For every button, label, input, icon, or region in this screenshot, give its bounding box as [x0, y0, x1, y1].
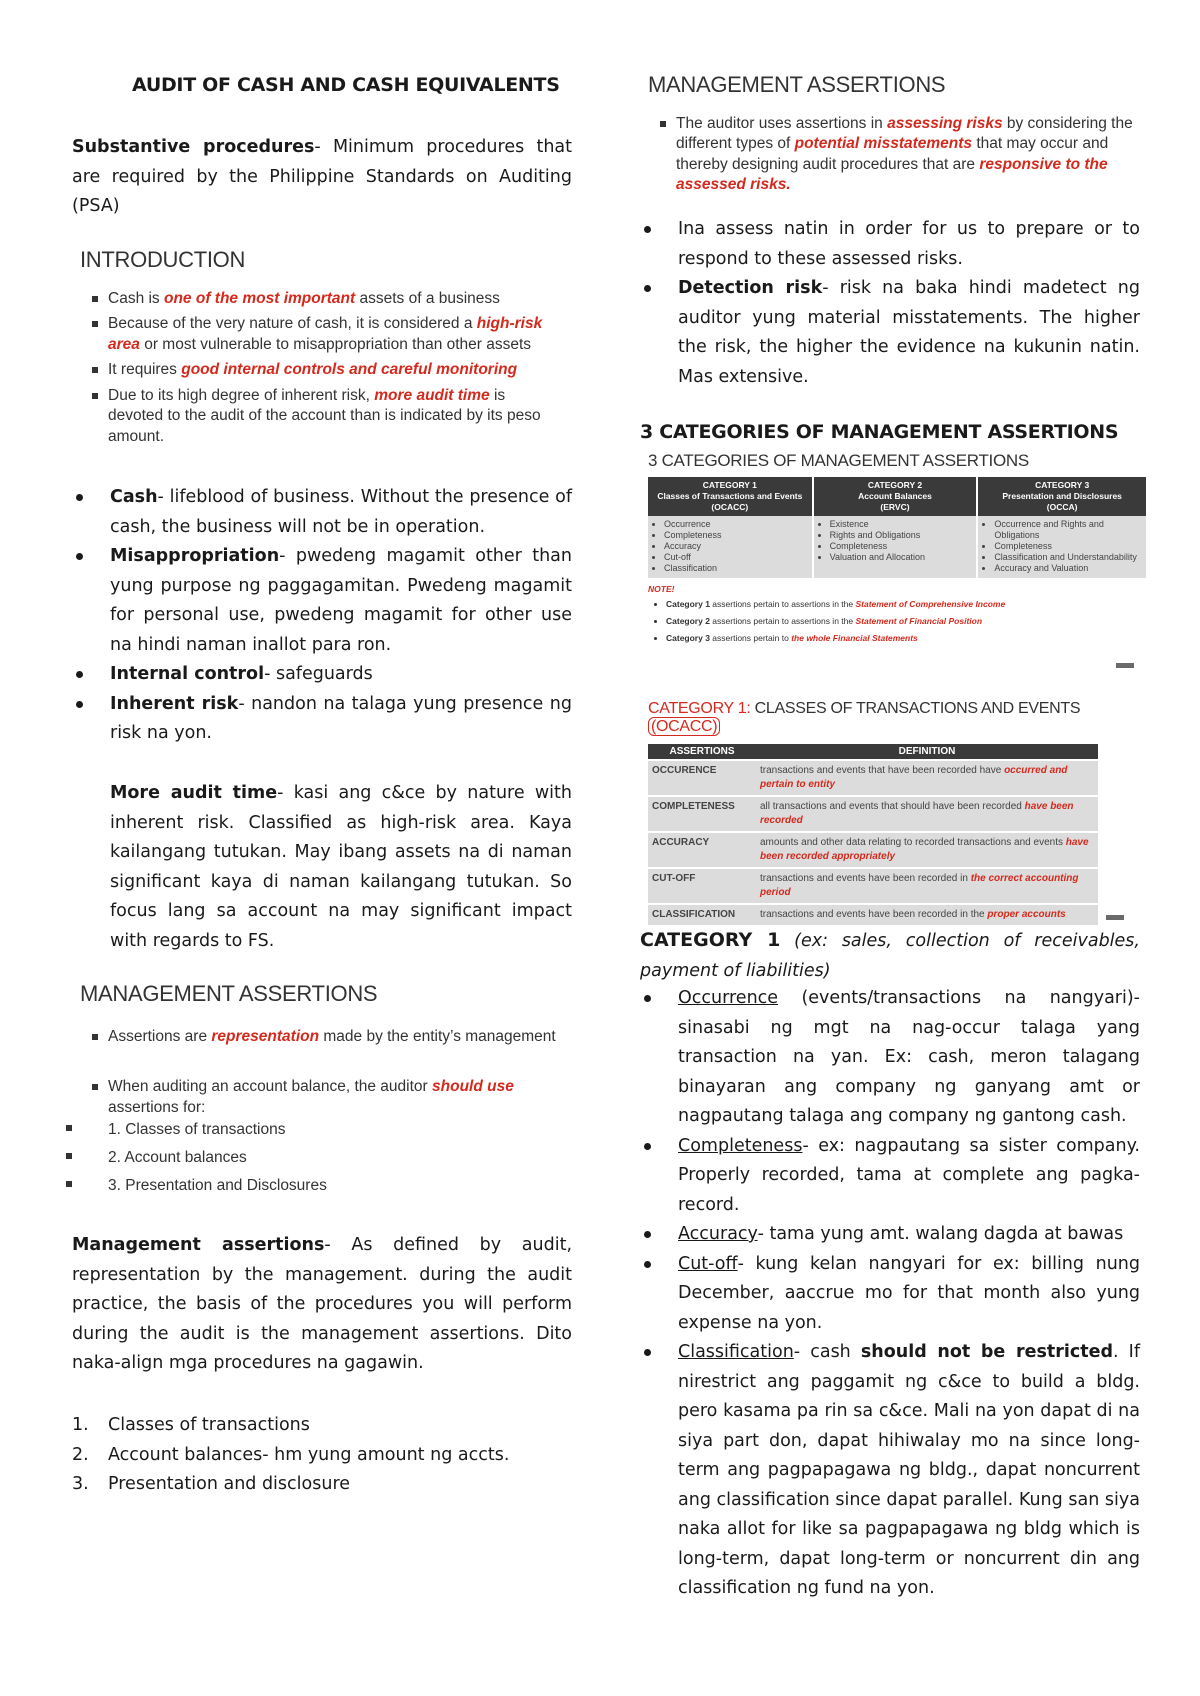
categories-table [648, 477, 1148, 578]
list-item: 2. Account balances- hm yung amount ng accts. [72, 1444, 510, 1465]
list-item: Completeness- ex: nagpautang sa sister company. Properly recorded, tama at complete ang pagka-record. [678, 1132, 1140, 1221]
list-item: 1. Classes of transactions [82, 1118, 560, 1141]
category1-slide [648, 700, 1148, 925]
ma-sublist [80, 1118, 560, 1197]
list-item: Misappropriation- pwedeng magamit other than yung purpose ng paggagamitan. Pwedeng magamit for personal use, pwedeng magamit for other use na hindi naman inallot para ron. [110, 542, 572, 660]
list-item: Classification- cash should not be restricted. If nirestrict ang paggamit ng c&ce to build a bldg. pero kasama pa rin sa c&ce. Mali na yon dapat di na siya part don, dapat hihiwalay mo na since long-term ang pagpapagawa ng bldg., dapat noncurrent ang classification since dapat parallel. Kung san siya naka allot for like sa pagpapagawa ng bldg which is long-term, dapat long-term or noncurrent din ang classification ng fund na yon. [678, 1338, 1140, 1604]
more-audit-time-paragraph: More audit time- kasi ang c&ce by nature with inherent risk. Classified as high-risk area. Kaya kailangang tutukan. May ibang assets na di naman significant kaya di naman kailangang tutukan. So focus lang sa account na may significant impact with regards to FS. [110, 783, 572, 951]
category-cell: • Occurrence • Completeness • Accuracy • Cut-off • Classification [648, 516, 813, 578]
table-row: ACCURACY amounts and other data relating to recorded transactions and events have been recorded appropriately [648, 832, 1098, 868]
column-header: ASSERTIONS [648, 744, 756, 760]
category1-items [640, 984, 1140, 1604]
ma-risk-bullet: The auditor uses assertions in assessing risks by considering the different types of potential misstatements that may occur and thereby designing audit procedures that are responsive to the assessed risks. [676, 114, 1134, 196]
list-item: Internal control- safeguards [110, 660, 572, 690]
introduction-slide [80, 247, 560, 452]
table-row: OCCURENCE transactions and events that have been recorded have occurred and pertain to entity [648, 760, 1098, 796]
management-assertions-slide [80, 981, 560, 1202]
list-item: • Category 2 assertions pertain to assertions in the Statement of Financial Position [666, 613, 1148, 630]
categories-note [648, 584, 1148, 647]
category-header: CATEGORY 2 Account Balances (ERVC) [813, 477, 978, 516]
management-assertions-heading: MANAGEMENT ASSERTIONS [80, 981, 378, 1006]
substantive-term: Substantive procedures [72, 137, 315, 157]
management-assertions-heading-2: MANAGEMENT ASSERTIONS [648, 72, 946, 97]
list-item: 3. Presentation and disclosure [72, 1474, 351, 1494]
list-item: • Category 3 assertions pertain to the whole Financial Statements [666, 630, 1148, 647]
category-cell: • Existence • Rights and Obligations • Completeness • Valuation and Allocation [813, 516, 978, 578]
management-assertions-definition: Management assertions- As defined by audit, representation by the management. during the audit practice, the basis of the procedures you will perform during the audit is the management assertions. Dito naka-align mga procedures na gagawin. [72, 1235, 573, 1373]
intro-notes-list [72, 483, 572, 749]
three-categories-slide-heading: 3 CATEGORIES OF MANAGEMENT ASSERTIONS [648, 451, 1029, 470]
category1-slide-heading: CATEGORY 1: CLASSES OF TRANSACTIONS AND EVENTS (OCACC) [648, 700, 1081, 735]
table-row: CLASSIFICATION transactions and events have been recorded in the proper accounts [648, 904, 1098, 925]
table-row: COMPLETENESS all transactions and events that should have been recorded have been recorded [648, 796, 1098, 832]
risk-notes-list [640, 215, 1140, 392]
category-cell: • Occurrence and Rights and Obligations • Completeness • Classification and Understandability • Accuracy and Valuation [977, 516, 1147, 578]
three-categories-slide [648, 451, 1148, 647]
ma-numbered-list [72, 1411, 572, 1500]
category-header: CATEGORY 3 Presentation and Disclosures (OCCA) [977, 477, 1147, 516]
list-item: Inherent risk- nandon na talaga yung presence ng risk na yon. [110, 690, 572, 749]
substantive-paragraph [72, 133, 572, 222]
category1-paragraph: CATEGORY 1 (ex: sales, collection of receivables, payment of liabilities) [640, 929, 1140, 981]
list-item: Cut-off- kung kelan nangyari for ex: billing nung December, aaccrue mo for that month also yung expense na yon. [678, 1250, 1140, 1339]
ma-bullet: When auditing an account balance, the auditor should use assertions for: [108, 1077, 560, 1118]
list-item: Detection risk- risk na baka hindi madetect ng auditor yung material misstatements. The higher the risk, the higher the evidence na kukunin natin. Mas extensive. [678, 274, 1140, 392]
ma-bullet: Assertions are representation made by the entity’s management [108, 1027, 560, 1048]
intro-bullet: Cash is one of the most important assets of a business [108, 289, 560, 310]
management-assertions-slide-2 [648, 72, 1134, 201]
substantive-text: - Minimum procedures that are required by the Philippine Standards on Auditing (PSA) [72, 137, 572, 216]
column-header: DEFINITION [756, 744, 1098, 760]
table-row: CUT-OFF transactions and events have been recorded in the correct accounting period [648, 868, 1098, 904]
note-label: NOTE! [648, 584, 675, 594]
three-categories-heading: 3 CATEGORIES OF MANAGEMENT ASSERTIONS [640, 421, 1119, 443]
intro-bullet: Because of the very nature of cash, it is considered a high-risk area or most vulnerable to misappropriation than other assets [108, 314, 560, 355]
list-item: • Category 1 assertions pertain to assertions in the Statement of Comprehensive Income [666, 596, 1148, 613]
document-title: AUDIT OF CASH AND CASH EQUIVALENTS [132, 74, 560, 96]
slide-logo-icon [1116, 663, 1134, 668]
list-item: Accuracy- tama yung amt. walang dagda at bawas [678, 1220, 1140, 1250]
intro-bullet: Due to its high degree of inherent risk, more audit time is devoted to the audit of the account than is indicated by its peso amount. [108, 386, 560, 448]
list-item: 2. Account balances [82, 1146, 560, 1169]
category1-table [648, 744, 1098, 925]
list-item: 3. Presentation and Disclosures [82, 1174, 560, 1197]
introduction-heading: INTRODUCTION [80, 247, 246, 272]
intro-bullet: It requires good internal controls and careful monitoring [108, 360, 560, 381]
category-header: CATEGORY 1 Classes of Transactions and Events (OCACC) [648, 477, 813, 516]
list-item: Ina assess natin in order for us to prepare or to respond to these assessed risks. [678, 215, 1140, 274]
list-item: 1. Classes of transactions [72, 1415, 310, 1435]
list-item: Cash- lifeblood of business. Without the presence of cash, the business will not be in operation. [110, 483, 572, 542]
list-item: Occurrence (events/transactions na nangyari)- sinasabi ng mgt na nag-occur talaga yang transaction na yan. Ex: cash, meron talagang binayaran ang company ng ganyang amt or nagpautang talaga ang company ng gantong cash. [678, 984, 1140, 1132]
slide-logo-icon [1106, 915, 1124, 920]
